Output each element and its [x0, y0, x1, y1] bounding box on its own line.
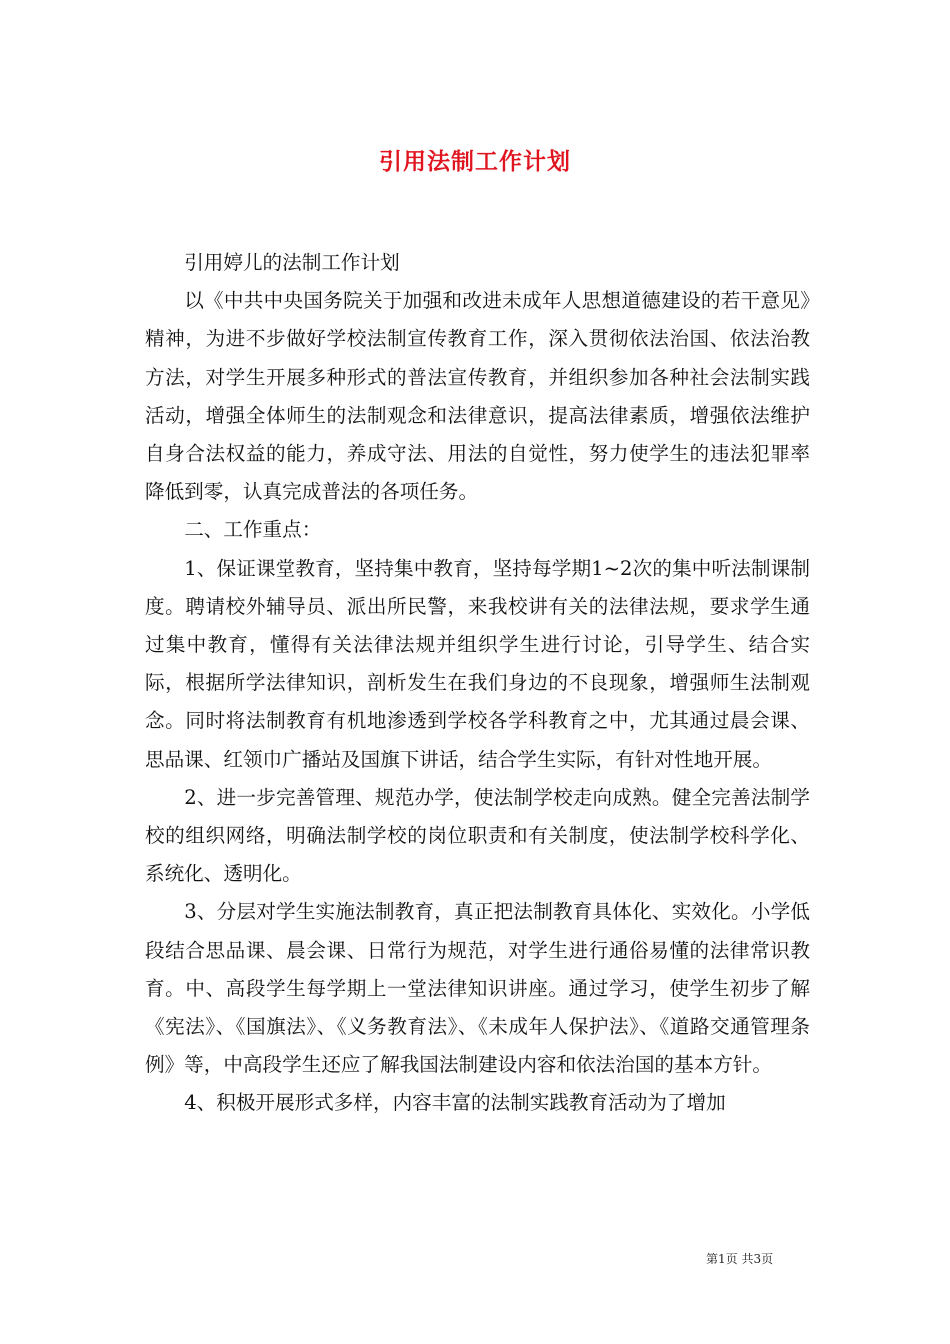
page-number: 第1页 共3页 — [706, 1252, 774, 1266]
document-body — [145, 244, 810, 1123]
paragraph-intro: 以《中共中央国务院关于加强和改进未成年人思想道德建设的若干意见》精神，为进不步做好学校法制宣传教育工作，深入贯彻依法治国、依法治教方法，对学生开展多种形式的普法宣传教育，并组织参加各种社会法制实践活动，增强全体师生的法制观念和法律意识，提高法律素质，增强依法维护自身合法权益的能力，养成守法、用法的自觉性，努力使学生的违法犯罪率降低到零，认真完成普法的各项任务。 — [145, 289, 810, 504]
paragraph-subtitle: 引用婷儿的法制工作计划 — [184, 251, 400, 274]
paragraph-point-4: 4、积极开展形式多样，内容丰富的法制实践教育活动为了增加 — [184, 1091, 726, 1115]
paragraph-point-1: 1、保证课堂教育，坚持集中教育，坚持每学期1~2次的集中听法制课制度。聘请校外辅导员、派出所民警，来我校讲有关的法律法规，要求学生通过集中教育，懂得有关法律法规并组织学生进行讨论，引导学生、结合实际，根据所学法律知识，剖析发生在我们身边的不良现象，增强师生法制观念。同时将法制教育有机地渗透到学校各学科教育之中，尤其通过晨会课、思品课、红领巾广播站及国旗下讲话，结合学生实际，有针对性地开展。 — [145, 556, 810, 771]
page-title: 引用法制工作计划 — [379, 148, 571, 176]
section-heading: 二、工作重点： — [184, 518, 322, 542]
paragraph-point-2: 2、进一步完善管理、规范办学，使法制学校走向成熟。健全完善法制学校的组织网络，明确法制学校的岗位职责和有关制度，使法制学校科学化、系统化、透明化。 — [145, 785, 810, 886]
paragraph-point-3: 3、分层对学生实施法制教育，真正把法制教育具体化、实效化。小学低段结合思品课、晨会课、日常行为规范，对学生进行通俗易懂的法律常识教育。中、高段学生每学期上一堂法律知识讲座。通过学习，使学生初步了解《宪法》、《国旗法》、《义务教育法》、《未成年人保护法》、《道路交通管理条例》等，中高段学生还应了解我国法制建设内容和依法治国的基本方针。 — [145, 900, 810, 1077]
